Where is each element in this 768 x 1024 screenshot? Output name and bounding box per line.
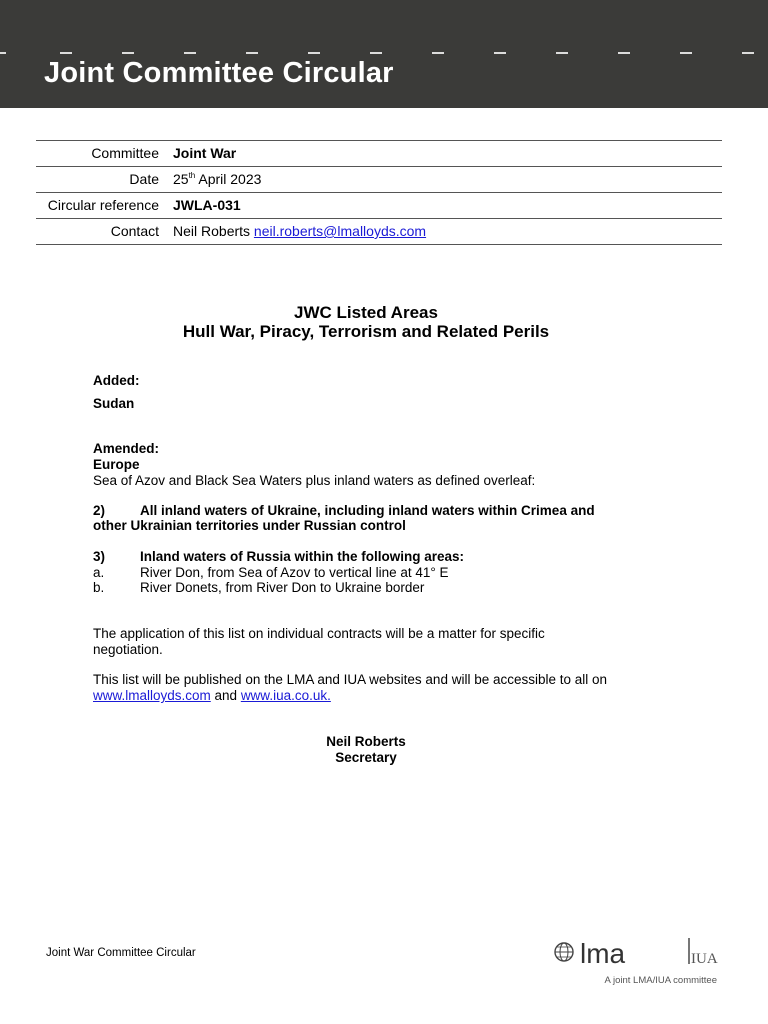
added-heading: Added:	[93, 373, 140, 388]
footer-joint-committee-note: A joint LMA/IUA committee	[604, 975, 717, 986]
item-3-number: 3)	[93, 549, 106, 564]
lma-logo-text: lma	[580, 938, 626, 969]
sub-item-b-text: River Donets, from River Don to Ukraine border	[140, 580, 425, 595]
publication-paragraph-line1: This list will be published on the LMA and IUA websites and will be accessible to all on	[93, 672, 608, 687]
meta-row-contact	[36, 218, 722, 245]
meta-row-committee	[36, 140, 722, 166]
meta-row-reference	[36, 192, 722, 218]
meta-row-date	[36, 166, 722, 192]
date-value	[173, 171, 261, 187]
sub-item-b	[93, 580, 424, 596]
added-item: Sudan	[93, 396, 135, 411]
committee-label: Committee	[91, 145, 159, 161]
circular-meta-table	[36, 140, 722, 245]
date-rest: April 2023	[195, 171, 262, 187]
reference-value: JWLA-031	[173, 197, 241, 213]
header-dash-rule	[0, 52, 768, 54]
lma-website-link[interactable]: www.lmalloyds.com	[93, 688, 211, 703]
item-3-text: Inland waters of Russia within the following areas:	[140, 549, 465, 564]
application-paragraph-line1: The application of this list on individual contracts will be a matter for specific	[93, 626, 545, 641]
contact-value	[173, 223, 426, 239]
contact-label: Contact	[110, 223, 159, 239]
document-subtitle: Hull War, Piracy, Terrorism and Related Perils	[182, 322, 550, 341]
iua-logo	[684, 936, 718, 968]
publication-paragraph-line2	[93, 688, 331, 704]
date-suffix: th	[188, 171, 196, 180]
reference-label: Circular reference	[47, 197, 159, 213]
and-text: and	[210, 688, 241, 703]
item-2-number: 2)	[93, 503, 106, 518]
contact-email-link[interactable]: neil.roberts@lmalloyds.com	[253, 223, 427, 239]
contact-name: Neil Roberts	[173, 223, 251, 239]
page-title: Joint Committee Circular	[44, 57, 394, 89]
iua-website-link[interactable]: www.iua.co.uk.	[240, 688, 331, 703]
region-description: Sea of Azov and Black Sea Waters plus inland waters as defined overleaf:	[93, 473, 536, 488]
item-3	[93, 549, 464, 565]
date-label: Date	[129, 171, 159, 187]
item-2-text-line2: other Ukrainian territories under Russian control	[93, 518, 406, 533]
application-paragraph-line2: negotiation.	[93, 642, 163, 657]
sub-item-b-letter: b.	[93, 580, 105, 595]
header-band	[0, 0, 768, 108]
footer-label: Joint War Committee Circular	[46, 947, 196, 959]
lma-logo	[553, 938, 643, 970]
region-heading: Europe	[93, 457, 140, 472]
amended-heading: Amended:	[93, 441, 160, 456]
item-2	[93, 503, 595, 519]
signature-name: Neil Roberts	[326, 734, 406, 749]
sub-item-a-letter: a.	[93, 565, 105, 580]
committee-value: Joint War	[173, 145, 237, 161]
sub-item-a-text: River Don, from Sea of Azov to vertical line at 41° E	[140, 565, 449, 580]
sub-item-a	[93, 565, 449, 581]
date-day: 25	[173, 171, 189, 187]
signature-title: Secretary	[335, 750, 397, 765]
item-2-text-line1: All inland waters of Ukraine, including inland waters within Crimea and	[140, 503, 595, 518]
document-title: JWC Listed Areas	[294, 303, 438, 322]
iua-logo-text: IUA	[691, 951, 718, 967]
